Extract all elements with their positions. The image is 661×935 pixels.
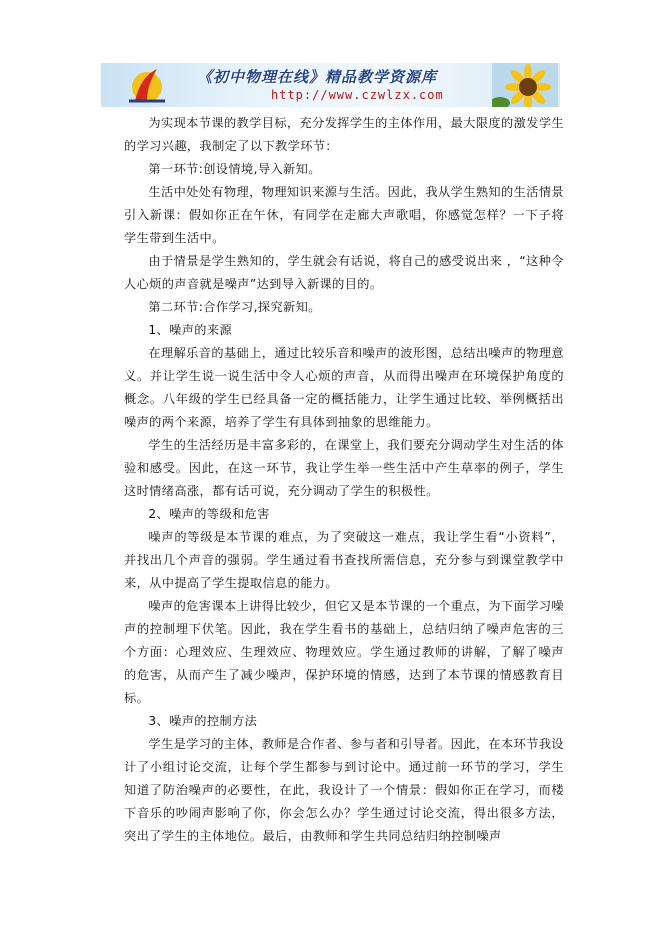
paragraph: 由于情景是学生熟知的，学生就会有话说，将自己的感受说出来 ，“这种令人心烦的声音就是噪声”达到导入新课的目的。 [124, 254, 564, 291]
paragraph-intro: 为实现本节课的教学目标，充分发挥学生的主体作用，最大限度的激发学生的学习兴趣，我制定了以下教学环节： [124, 116, 564, 153]
header-banner [101, 63, 560, 107]
paragraph: 在理解乐音的基础上，通过比较乐音和噪声的波形图，总结出噪声的物理意义。并让学生说一说生活中令人心烦的声音，从而得出噪声在环境保护角度的概念。八年级的学生已经具备一定的概括能力，让学生通过比较、举例概括出噪声的两个来源，培养了学生有具体到抽象的思维能力。 [124, 346, 564, 429]
section-heading-2: 第二环节:合作学习,探究新知。 [148, 300, 321, 314]
subheading-noise-level: 2、噪声的等级和危害 [148, 507, 270, 521]
paragraph: 学生的生活经历是丰富多彩的，在课堂上，我们要充分调动学生对生活的体验和感受。因此，在这一环节，我让学生举一些生活中产生草率的例子，学生这时情绪高涨，都有话可说，充分调动了学生的积极性。 [124, 438, 564, 498]
paragraph: 学生是学习的主体，教师是合作者、参与者和引导者。因此，在本环节我设计了小组讨论交流，让每个学生都参与到讨论中。通过前一环节的学习，学生知道了防治噪声的必要性，在此，我设计了一个情景：假如你正在学习，而楼下音乐的吵闹声影响了你，你会怎么办？学生通过讨论交流，得出很多方法，突出了学生的主体地位。最后，由教师和学生共同总结归纳控制噪声 [124, 737, 564, 843]
sunflower-icon [492, 63, 558, 107]
paragraph: 噪声的等级是本节课的难点，为了突破这一难点，我让学生看“小资料”，并找出几个声音的强弱。学生通过看书查找所需信息，充分参与到课堂教学中来，从中提高了学生提取信息的能力。 [124, 530, 564, 590]
banner-title: 《初中物理在线》精品教学资源库 [197, 68, 438, 86]
section-heading-1: 第一环节:创设情境,导入新知。 [148, 162, 321, 176]
site-logo-icon [125, 65, 169, 105]
paragraph: 生活中处处有物理，物理知识来源与生活。因此，我从学生熟知的生活情景引入新课：假如你正在午休，有同学在走廊大声歌唱，你感觉怎样？一下子将学生带到生活中。 [124, 185, 564, 245]
subheading-noise-source: 1、噪声的来源 [148, 323, 233, 337]
document-body [124, 112, 564, 848]
paragraph: 噪声的危害课本上讲得比较少，但它又是本节课的一个重点，为下面学习噪声的控制埋下伏笔。因此，我在学生看书的基础上，总结归纳了噪声危害的三个方面：心理效应、生理效应、物理效应。学生通过教师的讲解，了解了噪声的危害，从而产生了减少噪声，保护环境的情感，达到了本节课的情感教育目标。 [124, 599, 564, 705]
subheading-noise-control: 3、噪声的控制方法 [148, 714, 258, 728]
banner-url[interactable]: http://www.czwlzx.com [271, 88, 444, 102]
